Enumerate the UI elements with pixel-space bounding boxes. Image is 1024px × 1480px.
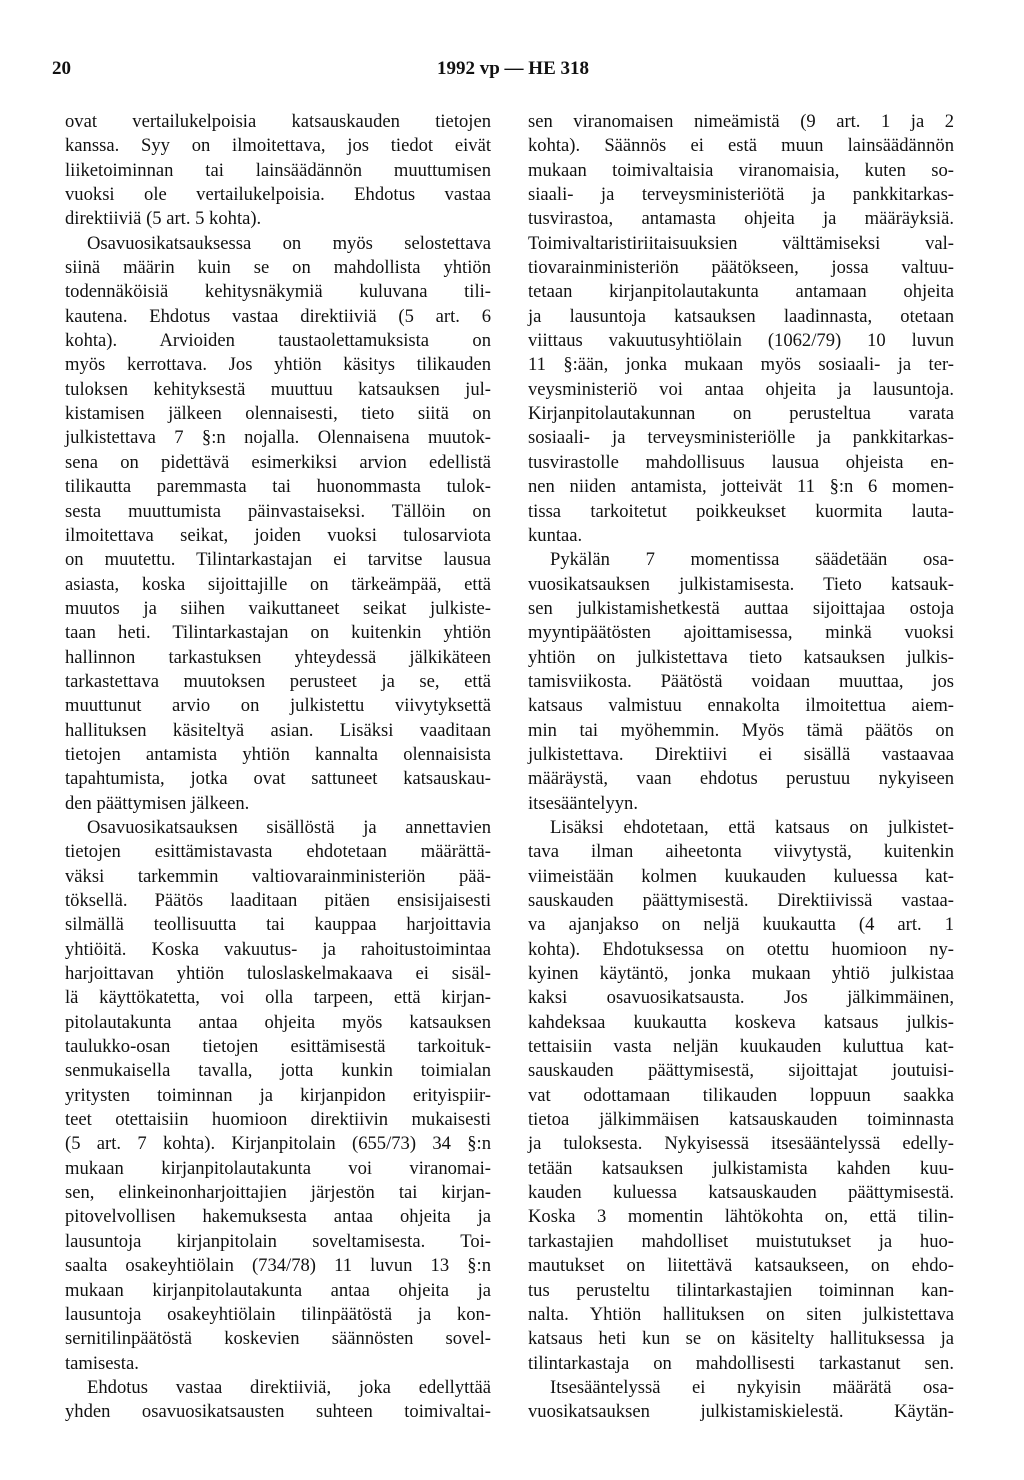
text-line: mukaan toimivaltaisia viranomaisia, kuten so- (528, 159, 954, 181)
text-line: julkistettava 7 §:n nojalla. Olennaisena muutok- (65, 427, 491, 449)
page-header (52, 58, 974, 88)
text-line: viittaus vakuutusyhtiölain (1062/79) 10 luvun (528, 330, 954, 352)
text-line: sauskauden päättymisestä, sijoittajat joutuisi- (528, 1060, 954, 1082)
text-line: kauden kuluessa katsauskauden päättymisestä. (528, 1182, 954, 1204)
text-line: kohta). Arvioiden taustaolettamuksista on (65, 330, 491, 352)
text-line: katsaus heti kun se on käsitelty hallituksessa ja (528, 1328, 954, 1350)
running-head: 1992 vp — HE 318 (436, 58, 590, 79)
text-column-right (528, 110, 954, 1425)
text-line: tetaan kirjanpitolautakunta antamaan ohjeita (528, 281, 954, 303)
text-line: ovat vertailukelpoisia katsauskauden tietojen (65, 111, 491, 132)
text-line: tuloksen kehityksestä muuttuu katsauksen jul- (65, 378, 491, 400)
text-line: hallituksen käsiteltyä asian. Lisäksi vaaditaan (65, 719, 491, 741)
text-column-left (65, 110, 491, 1425)
text-line: direktiiviä (5 art. 5 kohta). (65, 208, 262, 230)
text-line: mautukset on liitettävä katsaukseen, on ehdo- (528, 1255, 954, 1277)
text-line: Kirjanpitolautakunnan on perusteltua varata (528, 403, 954, 425)
text-line: Itsesääntelyssä ei nykyisin määrätä osa- (550, 1376, 954, 1398)
text-line: yhtiön on julkistettava tieto katsauksen julkis- (528, 646, 954, 668)
text-line: Osavuosikatsauksessa on myös selostettava (87, 232, 491, 254)
text-line: min tai myöhemmin. Myös tämä päätös on (528, 719, 954, 741)
text-line: tiovarainministeriön päätökseen, jossa valtuu- (528, 257, 954, 279)
text-line: va ajanjakso on neljä kuukautta (4 art. 1 (528, 914, 954, 936)
text-line: myös kerrottava. Jos yhtiön käsitys tilikauden (65, 354, 491, 376)
text-line: kuntaa. (528, 524, 583, 546)
text-line: on muutettu. Tilintarkastajan ei tarvitse lausua (65, 549, 491, 571)
text-line: tamisviikosta. Päätöstä voidaan muuttaa, jos (528, 670, 954, 692)
text-line: nalta. Yhtiön hallituksen on siten julkistettava (528, 1303, 954, 1325)
text-line: silmällä teollisuutta tai kauppaa harjoittavia (65, 914, 491, 936)
text-line: tilintarkastaja on mahdollisesti tarkastanut sen. (528, 1352, 954, 1374)
text-line: asiasta, koska sijoittajille on tärkeämpää, että (65, 573, 491, 595)
text-line: katsaus valmistuu ennakolta ilmoitettua aiem- (528, 695, 954, 717)
text-line: sena on pidettävä esimerkiksi arvion edellistä (65, 451, 491, 473)
text-line: taan heti. Tilintarkastajan on kuitenkin yhtiön (65, 622, 491, 644)
text-line: ja lausuntoja katsauksen laadinnasta, otetaan (528, 305, 954, 327)
page-number: 20 (52, 58, 71, 79)
text-line: pitolautakunta antaa ohjeita myös katsauksen (65, 1011, 491, 1033)
text-line: lausuntoja kirjanpitolain soveltamisesta. Toi- (65, 1230, 491, 1252)
text-line: hallinnon tarkastuksen yhteydessä jälkikäteen (65, 646, 491, 668)
text-line: lausuntoja osakeyhtiölain tilinpäätöstä ja kon- (65, 1303, 491, 1325)
text-line: tapahtumista, jotka ovat sattuneet katsauskau- (65, 768, 491, 790)
text-line: tusvirastoa, antamasta ohjeita ja määräyksiä. (528, 208, 954, 230)
text-line: tissa tarkoitetut poikkeukset kuormita lauta- (528, 500, 954, 522)
text-line: vuosikatsauksen julkistamiskielestä. Käytän- (528, 1401, 954, 1423)
text-line: tava ilman aiheetonta viivytystä, kuitenkin (528, 841, 954, 863)
text-line: sen julkistamishetkestä auttaa sijoittajaa ostoja (528, 597, 954, 619)
text-line: siaali- ja terveysministeriötä ja pankkitarkas- (528, 184, 954, 206)
text-line: kautena. Ehdotus vastaa direktiiviä (5 art. 6 (65, 305, 491, 327)
text-line: pitovelvollisen hakemuksesta antaa ohjeita ja (65, 1206, 491, 1228)
text-line: 11 §:ään, jonka mukaan myös sosiaali- ja ter- (528, 354, 954, 376)
text-line: tettaisiin vasta neljän kuukauden kuluttua kat- (528, 1036, 954, 1058)
text-line: mukaan kirjanpitolautakunta voi viranomai- (65, 1157, 491, 1179)
text-line: nen niiden antamista, jotteivät 11 §:n 6 momen- (528, 476, 954, 498)
text-line: senmukaisella tavalla, jotta kunkin toimialan (65, 1060, 491, 1082)
text-line: ja tuloksesta. Nykyisessä itsesääntelyssä edelly- (528, 1133, 954, 1155)
text-line: tarkastettava muutoksen perusteet ja se, että (65, 670, 491, 692)
text-line: siinä määrin kuin se on mahdollista yhtiön (65, 257, 491, 279)
text-line: kanssa. Syy on ilmoitettava, jos tiedot eivät (65, 135, 491, 157)
text-line: töksellä. Päätös laaditaan pitäen ensisijaisesti (65, 890, 491, 911)
text-line: tietojen antamista yhtiön kannalta olennaisista (65, 743, 491, 765)
text-line: harjoittavan yhtiön tuloslaskelmakaava ei sisäl- (65, 963, 491, 985)
text-line: sesta muuttumista päinvastaiseksi. Tällöin on (65, 500, 491, 522)
text-line: vat odottamaan tilikauden loppuun saakka (528, 1084, 954, 1106)
text-line: sauskauden päättymisestä. Direktiivissä vastaa- (528, 890, 954, 911)
text-line: ilmoitettava seikat, joiden vuoksi tulosarviota (65, 524, 491, 546)
text-line: tarkastajien mahdolliset muistutukset ja huo- (528, 1230, 954, 1252)
text-line: Koska 3 momentin lähtökohta on, että tilin- (528, 1206, 954, 1228)
text-line: viimeistään kolmen kuukauden kuluessa kat- (528, 865, 954, 887)
text-line: Ehdotus vastaa direktiiviä, joka edellyttää (87, 1376, 491, 1398)
text-line: sosiaali- ja terveysministeriölle ja pankkitarkas- (528, 427, 954, 449)
text-line: muutos ja siihen vaikuttaneet seikat julkiste- (65, 597, 491, 619)
text-line: määräystä, vaan ehdotus perustuu nykyiseen (528, 768, 954, 790)
text-line: tilikautta paremmasta tai huonommasta tulok- (65, 476, 491, 498)
text-line: kohta). Säännös ei estä muun lainsäädännön (528, 135, 954, 157)
text-line: vuoksi ole vertailukelpoisia. Ehdotus vastaa (65, 184, 491, 206)
text-line: tietojen esittämistavasta ehdotetaan määrättä- (65, 841, 491, 863)
text-line: kohta). Ehdotuksessa on otettu huomioon ny- (528, 938, 954, 960)
text-line: kaksi osavuosikatsausta. Jos jälkimmäinen, (528, 987, 954, 1009)
text-line: Toimivaltaristiriitaisuuksien välttämiseksi val- (528, 232, 954, 254)
text-line: sernitilinpäätöstä koskevien säännösten sovel- (65, 1328, 491, 1350)
text-line: kyinen käytäntö, jonka mukaan yhtiö julkistaa (528, 963, 954, 985)
text-line: julkistettava. Direktiivi ei sisällä vastaavaa (528, 743, 954, 765)
text-line: tamisesta. (65, 1352, 139, 1374)
text-line: veysministeriö voi antaa ohjeita ja lausuntoja. (528, 378, 954, 400)
text-line: (5 art. 7 kohta). Kirjanpitolain (655/73) 34 §:n (65, 1133, 491, 1155)
text-line: väksi tarkemmin valtiovarainministeriön pää- (65, 865, 491, 887)
text-line: todennäköisiä kehitysnäkymiä kuluvana tili- (65, 281, 491, 303)
text-line: myyntipäätösten ajoittamisessa, minkä vuoksi (528, 622, 954, 644)
text-line: teet otettaisiin huomioon direktiivin mukaisesti (65, 1109, 491, 1131)
text-line: tusvirastolle mahdollisuus lausua ohjeista en- (528, 451, 954, 473)
text-line: sen, elinkeinonharjoittajien järjestön tai kirjan- (65, 1182, 491, 1204)
text-line: kistamisen jälkeen olennaisesti, tieto siitä on (65, 403, 491, 425)
text-line: vuosikatsauksen julkistamisesta. Tieto katsauk- (528, 573, 954, 595)
text-line: tetään katsauksen julkistamista kahden kuu- (528, 1157, 954, 1179)
text-line: taulukko-osan tietojen esittämisestä tarkoituk- (65, 1036, 491, 1058)
text-line: tietoa jälkimmäisen katsauskauden toiminnasta (528, 1109, 954, 1131)
text-line: Lisäksi ehdotetaan, että katsaus on julkistet- (550, 816, 954, 838)
text-line: yhtiöitä. Koska vakuutus- ja rahoitustoimintaa (65, 938, 491, 960)
text-line: mukaan kirjanpitolautakunta antaa ohjeita ja (65, 1279, 491, 1301)
text-line: kahdeksaa kuukautta koskeva katsaus julkis- (528, 1011, 954, 1033)
text-line: yhden osavuosikatsausten suhteen toimivaltai- (65, 1401, 491, 1423)
text-line: tus perusteltu tilintarkastajien toiminnan kan- (528, 1279, 954, 1301)
text-line: Osavuosikatsauksen sisällöstä ja annettavien (87, 816, 491, 838)
text-line: muuttunut arvio on julkistettu viivytyksettä (65, 695, 491, 717)
text-line: lä käyttökatetta, voi olla tarpeen, että kirjan- (65, 987, 491, 1009)
text-line: den päättymisen jälkeen. (65, 792, 250, 814)
text-line: itsesääntelyyn. (528, 792, 638, 814)
text-line: liiketoiminnan tai lainsäädännön muuttumisen (65, 159, 491, 181)
text-line: saalta osakeyhtiölain (734/78) 11 luvun 13 §:n (65, 1255, 491, 1277)
text-line: sen viranomaisen nimeämistä (9 art. 1 ja 2 (528, 111, 954, 132)
text-line: yritysten toiminnan ja kirjanpidon erityispiir- (65, 1084, 491, 1106)
text-line: Pykälän 7 momentissa säädetään osa- (550, 549, 954, 571)
